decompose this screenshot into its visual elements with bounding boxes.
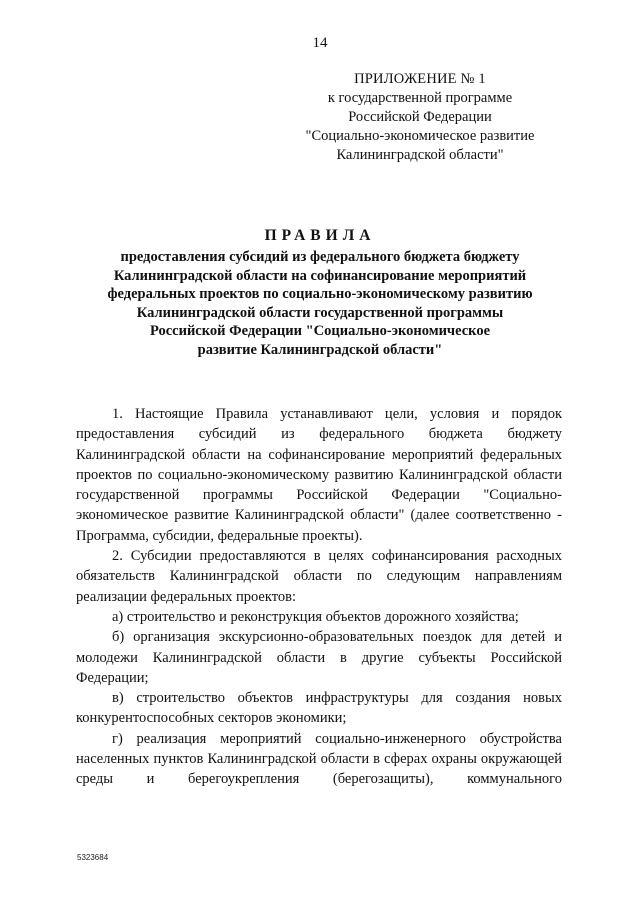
rules-subtitle-line: Российской Федерации "Социально-экономическое [149,323,491,340]
paragraph-1: 1. Настоящие Правила устанавливают цели, условия и порядок предоставления субсидий из федерального бюджета бюджету Калининградской области на софинансирование мероприятий федеральных проектов по социально-экономическому развитию Калининградской области государственной программы Российской Федерации "Социально-экономическое развитие Калининградской области" (далее соответственно - Программа, субсидии, федеральные проекты). [76,406,562,544]
appendix-line: Калининградской области" [336,147,504,163]
rules-subtitle-line: Калининградской области государственной программы [136,304,504,321]
list-item-b: б) организация экскурсионно-образовательных поездок для детей и молодежи Калининградской области в другие субъекты Российской Федерации; [76,629,562,686]
rules-subtitle-line: Калининградской области на софинансирование мероприятий [113,267,527,284]
appendix-line: "Социально-экономическое развитие [305,128,535,144]
paragraph-2: 2. Субсидии предоставляются в целях софинансирования расходных обязательств Калининградской области по следующим направлениям реализации федеральных проектов: [76,548,562,605]
body-text [76,404,562,790]
rules-subtitle [80,248,560,360]
rules-subtitle-line: федеральных проектов по социально-экономическому развитию [107,286,533,303]
appendix-header [300,70,540,165]
document-code: 5323684 [77,853,109,862]
appendix-line: к государственной программе [327,90,513,106]
list-item-v: в) строительство объектов инфраструктуры для создания новых конкурентоспособных секторов экономики; [76,690,562,727]
rules-subtitle-line: развитие Калининградской области" [197,341,443,358]
appendix-line: Российской Федерации [348,109,492,125]
list-item-a: а) строительство и реконструкция объектов дорожного хозяйства; [112,608,519,625]
rules-subtitle-line: предоставления субсидий из федерального бюджета бюджету [120,249,520,265]
appendix-title: ПРИЛОЖЕНИЕ № 1 [354,71,486,87]
page-number: 14 [312,35,328,51]
list-item-g: г) реализация мероприятий социально-инженерного обустройства населенных пунктов Калининградской области в сферах охраны окружающей среды и берегоукрепления (берегозащиты), коммунального [76,730,562,788]
rules-title: ПРАВИЛА [264,227,376,244]
